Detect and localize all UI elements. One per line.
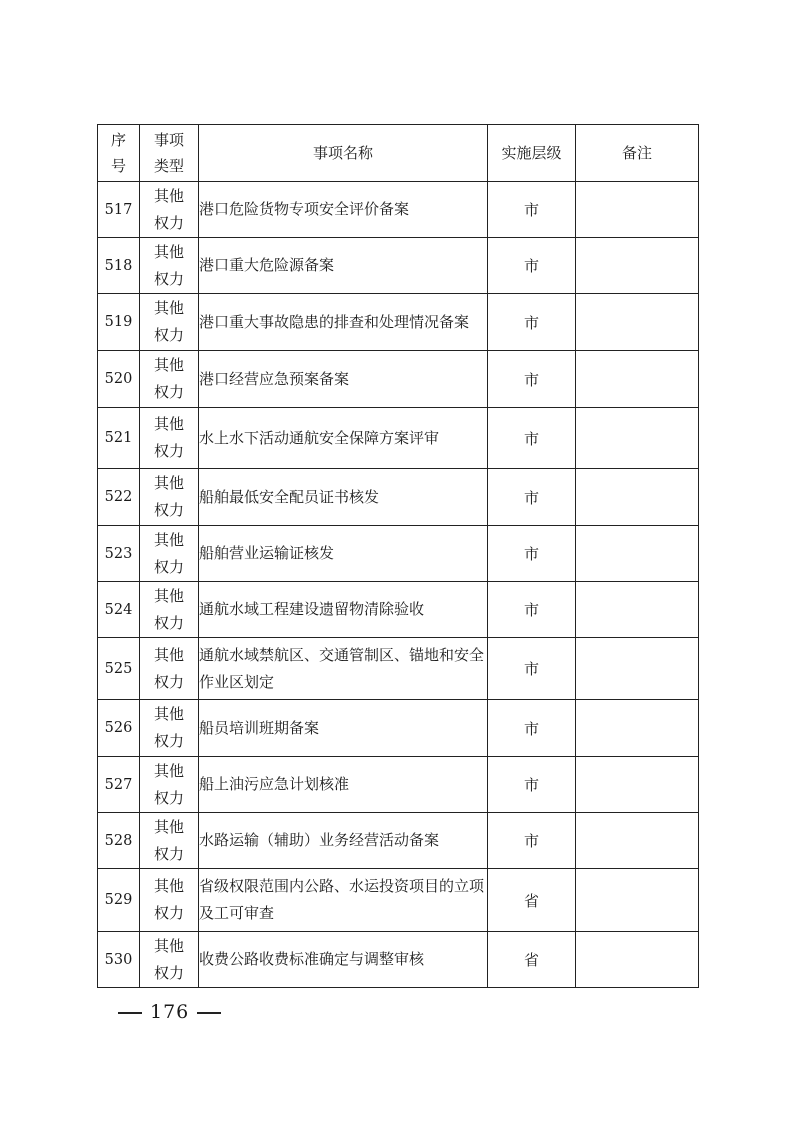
- row-number: 520: [98, 351, 140, 408]
- row-name: 水路运输（辅助）业务经营活动备案: [199, 813, 488, 869]
- row-name: 水上水下活动通航安全保障方案评审: [199, 408, 488, 469]
- row-number: 518: [98, 238, 140, 294]
- row-type-line2: 权力: [153, 788, 184, 807]
- row-type-line2: 权力: [153, 613, 184, 632]
- row-type-line1: 其他: [153, 645, 184, 664]
- row-note: [576, 182, 699, 238]
- header-level: 实施层级: [488, 125, 576, 182]
- row-note: [576, 351, 699, 408]
- row-number: 528: [98, 813, 140, 869]
- row-level: 市: [488, 582, 576, 638]
- row-name: 船员培训班期备案: [199, 700, 488, 757]
- row-level: 市: [488, 700, 576, 757]
- row-type-line1: 其他: [153, 299, 184, 317]
- row-note: [576, 582, 699, 638]
- table-row: [98, 469, 699, 526]
- table-row: [98, 526, 699, 582]
- row-number: 524: [98, 582, 140, 638]
- row-name: 港口危险货物专项安全评价备案: [199, 182, 488, 238]
- header-seq-line1: 序: [110, 131, 126, 149]
- header-seq: [98, 125, 140, 182]
- header-row: [98, 125, 699, 182]
- row-type: [140, 526, 199, 582]
- row-type: [140, 469, 199, 526]
- page-number: 176: [150, 1001, 190, 1023]
- row-type: [140, 238, 199, 294]
- row-name: 港口经营应急预案备案: [199, 351, 488, 408]
- row-name: 港口重大事故隐患的排查和处理情况备案: [199, 294, 488, 351]
- row-type-line2: 权力: [153, 732, 184, 750]
- row-note: [576, 813, 699, 869]
- row-level: 市: [488, 757, 576, 813]
- table-row: [98, 238, 699, 294]
- items-table: [97, 124, 699, 988]
- row-type-line2: 权力: [153, 213, 184, 232]
- row-type-line2: 权力: [153, 326, 184, 344]
- row-level: 市: [488, 638, 576, 700]
- row-type: [140, 813, 199, 869]
- row-note: [576, 526, 699, 582]
- row-note: [576, 757, 699, 813]
- row-note: [576, 294, 699, 351]
- row-type: [140, 700, 199, 757]
- row-type-line1: 其他: [153, 936, 184, 955]
- row-type-line1: 其他: [153, 186, 184, 205]
- table-row: [98, 638, 699, 700]
- row-type: [140, 757, 199, 813]
- row-note: [576, 869, 699, 932]
- row-note: [576, 238, 699, 294]
- header-type: [140, 125, 199, 182]
- row-type-line2: 权力: [153, 557, 184, 576]
- row-type-line1: 其他: [153, 761, 184, 780]
- header-seq-line2: 号: [110, 157, 126, 175]
- row-number: 519: [98, 294, 140, 351]
- footer-dash-right: [197, 1012, 221, 1013]
- row-level: 省: [488, 869, 576, 932]
- table-row: [98, 351, 699, 408]
- row-type-line2: 权力: [153, 672, 184, 691]
- row-number: 530: [98, 932, 140, 988]
- row-type-line2: 权力: [153, 269, 184, 288]
- row-type: [140, 351, 199, 408]
- row-name: 港口重大危险源备案: [199, 238, 488, 294]
- row-type-line1: 其他: [153, 705, 184, 723]
- row-level: 市: [488, 813, 576, 869]
- table-row: [98, 869, 699, 932]
- table-row: [98, 582, 699, 638]
- row-name: 船舶营业运输证核发: [199, 526, 488, 582]
- table-row: [98, 700, 699, 757]
- row-type: [140, 638, 199, 700]
- row-type-line1: 其他: [153, 877, 184, 895]
- header-name: 事项名称: [199, 125, 488, 182]
- row-name: 省级权限范围内公路、水运投资项目的立项及工可审查: [199, 869, 488, 932]
- row-level: 市: [488, 469, 576, 526]
- row-level: 市: [488, 294, 576, 351]
- table-row: [98, 294, 699, 351]
- table-row: [98, 408, 699, 469]
- row-level: 市: [488, 526, 576, 582]
- table-row: [98, 182, 699, 238]
- row-type: [140, 932, 199, 988]
- table-row: [98, 813, 699, 869]
- row-type-line1: 其他: [153, 356, 184, 374]
- row-note: [576, 932, 699, 988]
- row-level: 市: [488, 182, 576, 238]
- row-level: 省: [488, 932, 576, 988]
- row-level: 市: [488, 408, 576, 469]
- row-type-line2: 权力: [153, 501, 184, 519]
- row-number: 523: [98, 526, 140, 582]
- row-level: 市: [488, 238, 576, 294]
- row-type-line1: 其他: [153, 415, 184, 433]
- row-type-line1: 其他: [153, 530, 184, 549]
- row-type-line1: 其他: [153, 474, 184, 492]
- row-name: 通航水域禁航区、交通管制区、锚地和安全作业区划定: [199, 638, 488, 700]
- page-footer: [118, 1001, 221, 1023]
- row-type-line1: 其他: [153, 586, 184, 605]
- row-note: [576, 638, 699, 700]
- row-name: 船舶最低安全配员证书核发: [199, 469, 488, 526]
- row-type: [140, 294, 199, 351]
- row-type-line2: 权力: [153, 383, 184, 401]
- row-note: [576, 408, 699, 469]
- row-type: [140, 182, 199, 238]
- header-note: 备注: [576, 125, 699, 182]
- row-note: [576, 700, 699, 757]
- row-type-line1: 其他: [153, 817, 184, 836]
- row-type-line2: 权力: [153, 904, 184, 922]
- header-type-line1: 事项: [153, 131, 184, 149]
- row-number: 525: [98, 638, 140, 700]
- row-type-line1: 其他: [153, 242, 184, 261]
- row-name: 船上油污应急计划核准: [199, 757, 488, 813]
- row-type-line2: 权力: [153, 844, 184, 863]
- row-type-line2: 权力: [153, 963, 184, 982]
- table-row: [98, 757, 699, 813]
- row-type: [140, 869, 199, 932]
- row-number: 521: [98, 408, 140, 469]
- row-note: [576, 469, 699, 526]
- row-name: 通航水域工程建设遗留物清除验收: [199, 582, 488, 638]
- footer-dash-left: [118, 1012, 142, 1013]
- row-level: 市: [488, 351, 576, 408]
- row-type-line2: 权力: [153, 442, 184, 460]
- row-number: 517: [98, 182, 140, 238]
- row-name: 收费公路收费标准确定与调整审核: [199, 932, 488, 988]
- row-type: [140, 408, 199, 469]
- row-type: [140, 582, 199, 638]
- table-row: [98, 932, 699, 988]
- row-number: 526: [98, 700, 140, 757]
- row-number: 529: [98, 869, 140, 932]
- row-number: 522: [98, 469, 140, 526]
- header-type-line2: 类型: [153, 157, 184, 175]
- row-number: 527: [98, 757, 140, 813]
